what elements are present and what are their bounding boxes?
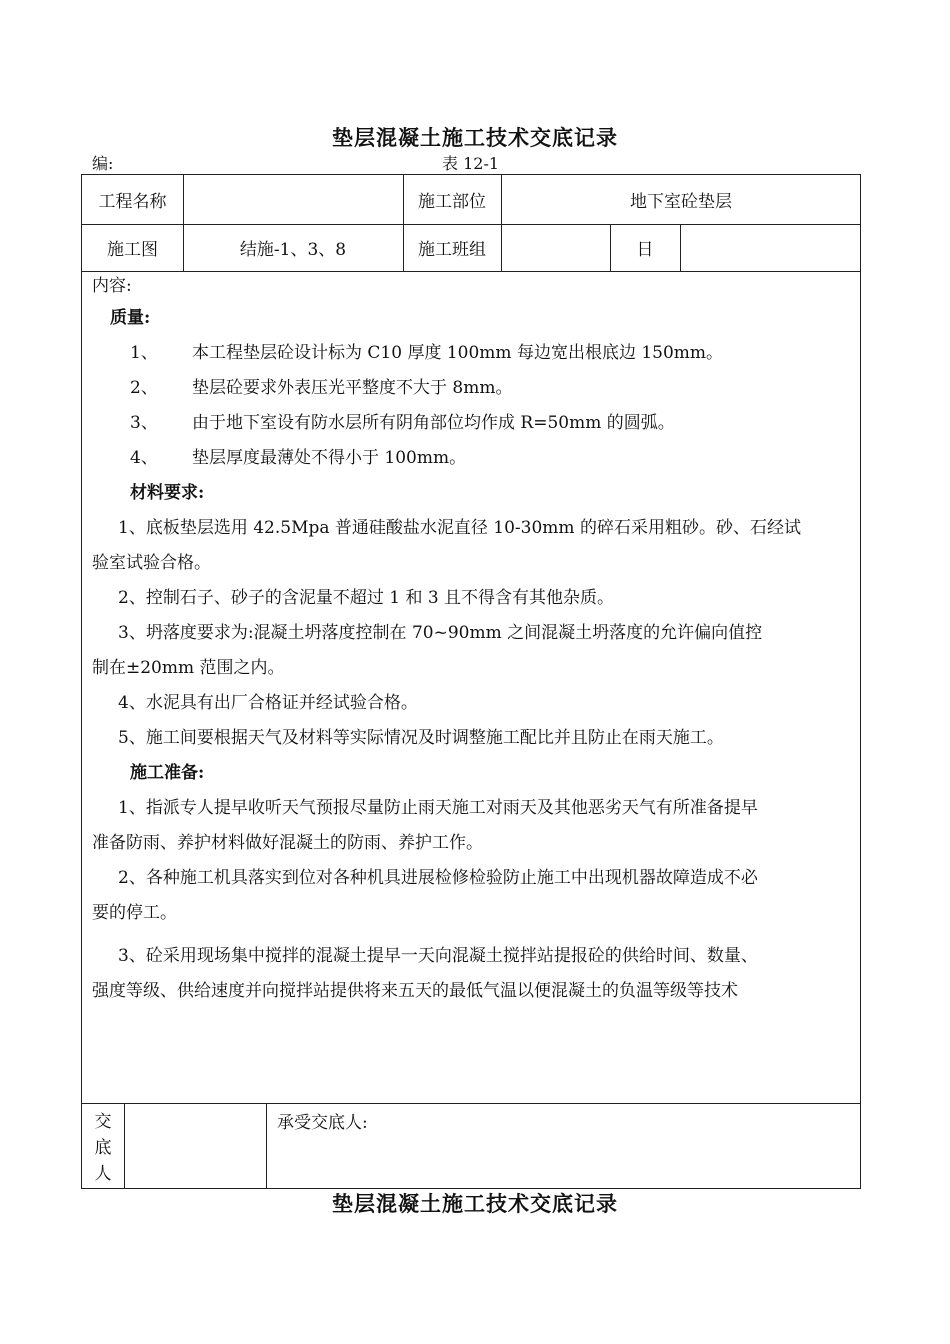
prep-item-line: 1、指派专人提早收听天气预报尽量防止雨天施工对雨天及其他恶劣天气有所准备提早 [118, 798, 758, 818]
date-label: 日 [636, 240, 654, 260]
receiver-label: 承受交底人: [277, 1113, 368, 1133]
date-field[interactable] [680, 224, 861, 271]
material-item-line: 制在±20mm 范围之内。 [92, 658, 285, 678]
prep-item-line: 3、砼采用现场集中搅拌的混凝土提早一天向混凝土搅拌站提报砼的供给时间、数量、 [118, 946, 758, 966]
quality-item-number: 3、 [130, 413, 158, 433]
material-item-line: 验室试验合格。 [92, 553, 211, 573]
quality-item [92, 336, 857, 371]
quality-item-number: 1、 [130, 343, 158, 363]
bottom-title: 垫层混凝土施工技术交底记录 [332, 1191, 618, 1216]
editor-label: 编: [92, 154, 114, 173]
material-heading: 材料要求: [130, 483, 205, 503]
material-item-line: 5、施工间要根据天气及材料等实际情况及时调整施工配比并且防止在雨天施工。 [118, 728, 724, 748]
prep-item-line: 2、各种施工机具落实到位对各种机具进展检修检验防止施工中出现机器故障造成不必 [118, 868, 758, 888]
prep-item-line: 要的停工。 [92, 903, 177, 923]
quality-item-text: 由于地下室设有防水层所有阴角部位均作成 R=50mm 的圆弧。 [192, 413, 675, 433]
handover-char: 交 [94, 1112, 112, 1132]
quality-item-number: 2、 [130, 378, 158, 398]
location-label: 施工部位 [418, 192, 486, 212]
material-item-line: 2、控制石子、砂子的含泥量不超过 1 和 3 且不得含有其他杂质。 [118, 588, 615, 608]
quality-item-number: 4、 [130, 448, 158, 468]
project-name-label: 工程名称 [98, 192, 167, 212]
quality-item [92, 406, 857, 441]
drawing-field[interactable]: 结施-1、3、8 [239, 240, 347, 260]
quality-heading: 质量: [110, 308, 151, 328]
prep-heading: 施工准备: [130, 763, 205, 783]
handover-signature-field[interactable] [125, 1104, 266, 1188]
handover-char: 人 [94, 1164, 112, 1184]
handover-person-label [82, 1105, 124, 1189]
prep-item-line: 强度等级、供给速度并向搅拌站提供将来五天的最低气温以便混凝土的负温等级等技术 [92, 981, 738, 1001]
quality-item-text: 垫层砼要求外表压光平整度不大于 8mm。 [192, 378, 513, 398]
document-title: 垫层混凝土施工技术交底记录 [332, 125, 618, 150]
project-name-field[interactable] [183, 175, 403, 224]
material-item-line: 3、坍落度要求为:混凝土坍落度控制在 70~90mm 之间混凝土坍落度的允许偏向值控 [118, 623, 763, 643]
disclosure-form [81, 174, 861, 1189]
col-divider [266, 1103, 267, 1189]
content-label: 内容: [92, 276, 132, 296]
team-label: 施工班组 [418, 240, 486, 260]
prep-item-line: 准备防雨、养护材料做好混凝土的防雨、养护工作。 [92, 833, 483, 853]
quality-item-text: 本工程垫层砼设计标为 C10 厚度 100mm 每边宽出根底边 150mm。 [192, 343, 724, 363]
location-field[interactable]: 地下室砼垫层 [630, 192, 732, 212]
material-item-line: 4、水泥具有出厂合格证并经试验合格。 [118, 693, 418, 713]
material-item-line: 1、底板垫层选用 42.5Mpa 普通硅酸盐水泥直径 10-30mm 的碎石采用粗砂。砂、石经试 [118, 518, 801, 538]
table-number: 表 12-1 [442, 154, 500, 173]
quality-item-text: 垫层厚度最薄处不得小于 100mm。 [192, 448, 467, 468]
quality-item [92, 371, 857, 406]
drawing-label: 施工图 [107, 240, 158, 260]
content-section [92, 271, 857, 1009]
handover-char: 底 [94, 1138, 112, 1158]
quality-item [92, 441, 857, 476]
team-field[interactable] [501, 224, 610, 271]
